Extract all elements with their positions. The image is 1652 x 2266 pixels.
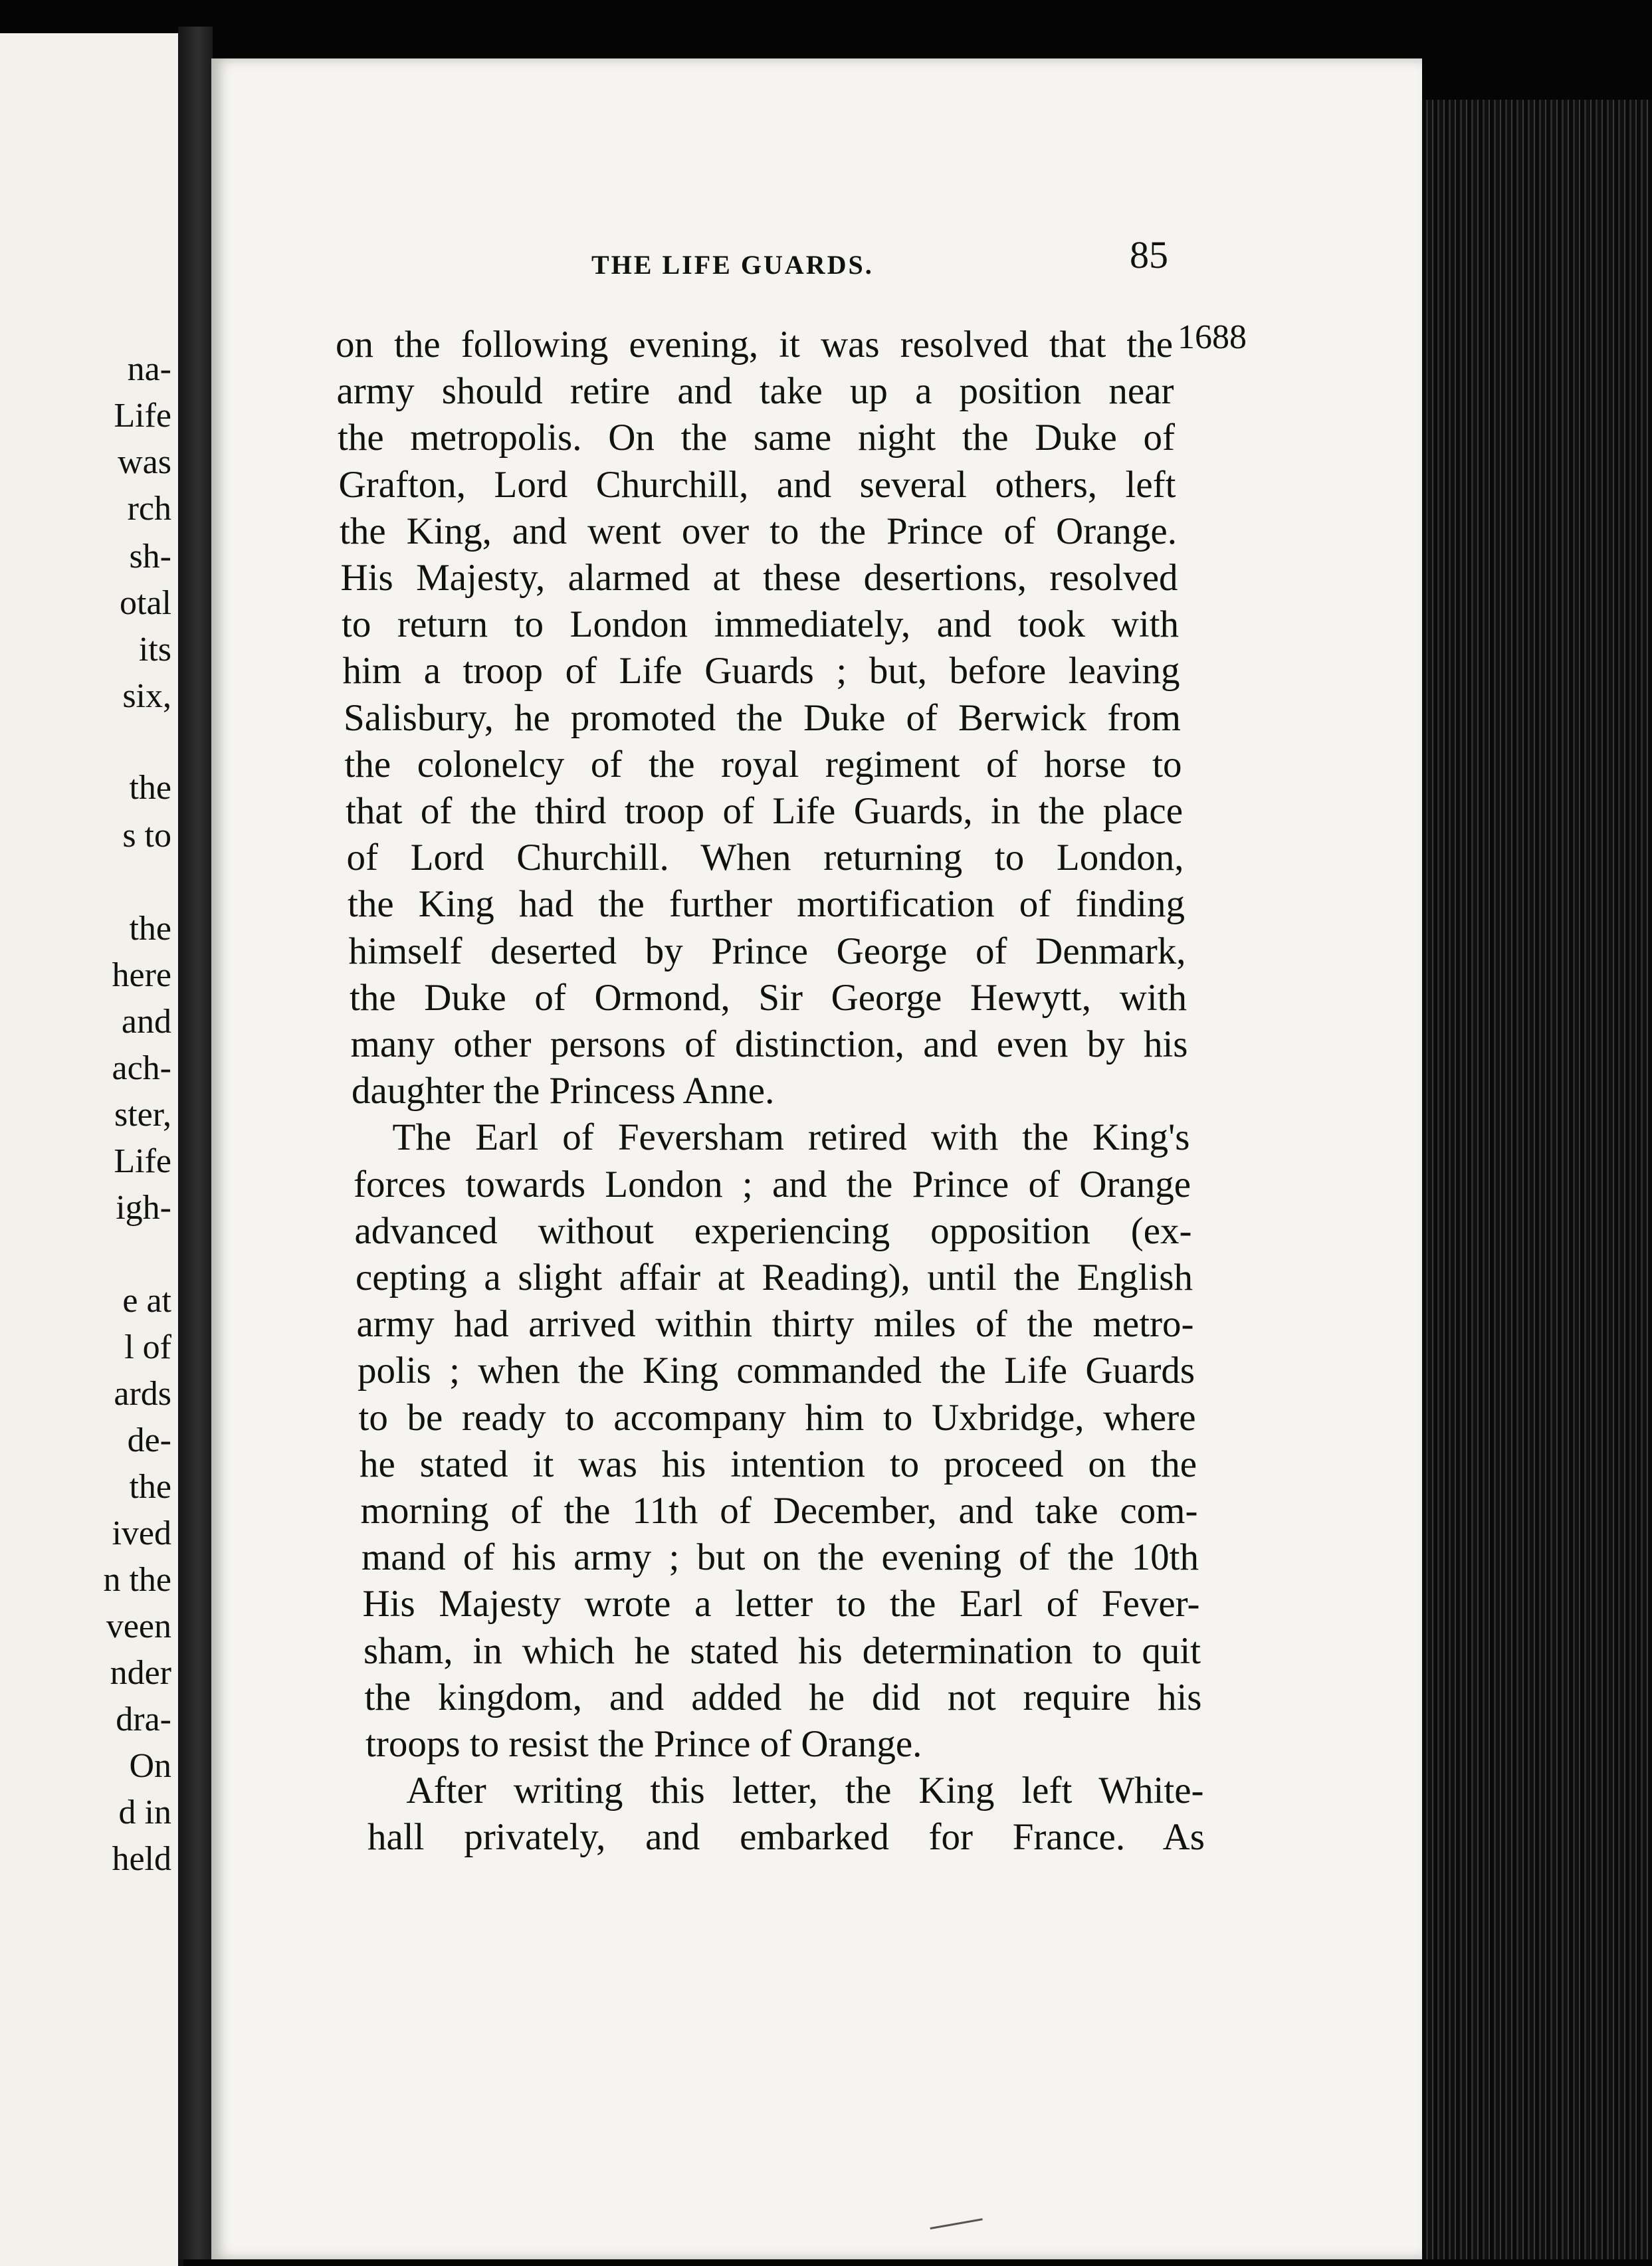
left-page-line: ards — [114, 1375, 171, 1413]
left-page-line: the — [129, 910, 171, 948]
left-page-line: de- — [127, 1421, 171, 1459]
left-page-line: On — [129, 1747, 171, 1785]
left-page-line: ach- — [112, 1049, 171, 1087]
left-page-line: n the — [103, 1561, 171, 1599]
text-line: forces towards London ; and the Prince of Orange — [354, 1163, 1191, 1205]
text-line: daughter the Princess Anne. — [352, 1070, 775, 1112]
left-page-line: and — [121, 1003, 171, 1041]
left-page-line: e at — [122, 1282, 171, 1320]
left-page-line: its — [138, 631, 171, 669]
left-page-line: l of — [124, 1328, 171, 1366]
text-line: polis ; when the King commanded the Life Guards — [358, 1350, 1195, 1392]
text-line: the King, and went over to the Prince of Orange. — [340, 510, 1177, 552]
left-page-line: rch — [127, 490, 171, 528]
text-line: mand of his army ; but on the evening of the 10th — [361, 1536, 1199, 1579]
text-line: morning of the 11th of December, and take com- — [360, 1490, 1198, 1532]
left-page-line: Life — [114, 397, 171, 435]
left-page-line: six, — [122, 677, 171, 715]
text-line: himself deserted by Prince George of Denmark, — [348, 930, 1186, 972]
page-number: 85 — [1130, 233, 1168, 276]
text-line: on the following evening, it was resolved that the — [336, 324, 1173, 365]
margin-year-note: 1688 — [1178, 318, 1247, 356]
left-page-line: the — [129, 769, 171, 807]
left-page-line: here — [112, 956, 171, 994]
text-line: the metropolis. On the same night the Duke of — [338, 417, 1175, 459]
left-page-line: nder — [110, 1654, 171, 1692]
left-page-line: ster, — [114, 1096, 171, 1134]
text-line: army had arrived within thirty miles of the metro- — [356, 1303, 1194, 1346]
text-line: His Majesty, alarmed at these desertions, resolved — [340, 557, 1178, 599]
left-page-line: otal — [120, 584, 171, 622]
left-page-line: dra- — [116, 1700, 171, 1738]
text-line: troops to resist the Prince of Orange. — [365, 1723, 922, 1765]
text-line: the kingdom, and added he did not require his — [364, 1676, 1202, 1718]
text-line: the Duke of Ormond, Sir George Hewytt, with — [350, 976, 1187, 1019]
text-line: hall privately, and embarked for France. As — [367, 1816, 1205, 1859]
text-line: that of the third troop of Life Guards, in the place — [346, 790, 1183, 832]
left-page-line: na- — [127, 350, 171, 388]
left-page-line: veen — [106, 1607, 171, 1645]
left-page-line: s to — [122, 817, 171, 855]
text-line: of Lord Churchill. When returning to London, — [346, 837, 1184, 879]
text-line: advanced without experiencing opposition (ex- — [354, 1209, 1192, 1252]
text-line: army should retire and take up a position near — [336, 370, 1174, 413]
text-line: His Majesty wrote a letter to the Earl of Fever- — [362, 1583, 1200, 1625]
text-line: sham, in which he stated his determination to quit — [363, 1629, 1201, 1672]
left-page-line: d in — [118, 1794, 171, 1831]
left-page-line: the — [129, 1468, 171, 1506]
left-page-line: was — [118, 443, 171, 481]
text-line: he stated it was his intention to proceed on the — [360, 1443, 1197, 1485]
text-line: The Earl of Feversham retired with the King's — [392, 1116, 1190, 1159]
text-line: the colonelcy of the royal regiment of horse to — [344, 743, 1182, 785]
text-line: him a troop of Life Guards ; but, before leaving — [342, 650, 1180, 692]
running-head: THE LIFE GUARDS. — [591, 250, 874, 280]
left-page-line: sh- — [129, 538, 171, 575]
text-line: cepting a slight affair at Reading), until the English — [356, 1257, 1193, 1298]
text-line: Grafton, Lord Churchill, and several others, left — [338, 463, 1176, 506]
text-line: many other persons of distinction, and even by his — [350, 1023, 1188, 1065]
left-page-line: Life — [114, 1142, 171, 1180]
text-line: to return to London immediately, and took with — [342, 603, 1179, 646]
text-line: the King had the further mortification of finding — [348, 883, 1185, 926]
text-line: After writing this letter, the King left White- — [406, 1770, 1204, 1812]
left-page-line: ived — [112, 1514, 171, 1552]
left-page-line: held — [112, 1840, 171, 1878]
text-line: Salisbury, he promoted the Duke of Berwick from — [344, 696, 1181, 739]
text-line: to be ready to accompany him to Uxbridge, where — [358, 1396, 1196, 1439]
left-page-line: igh- — [116, 1189, 171, 1227]
